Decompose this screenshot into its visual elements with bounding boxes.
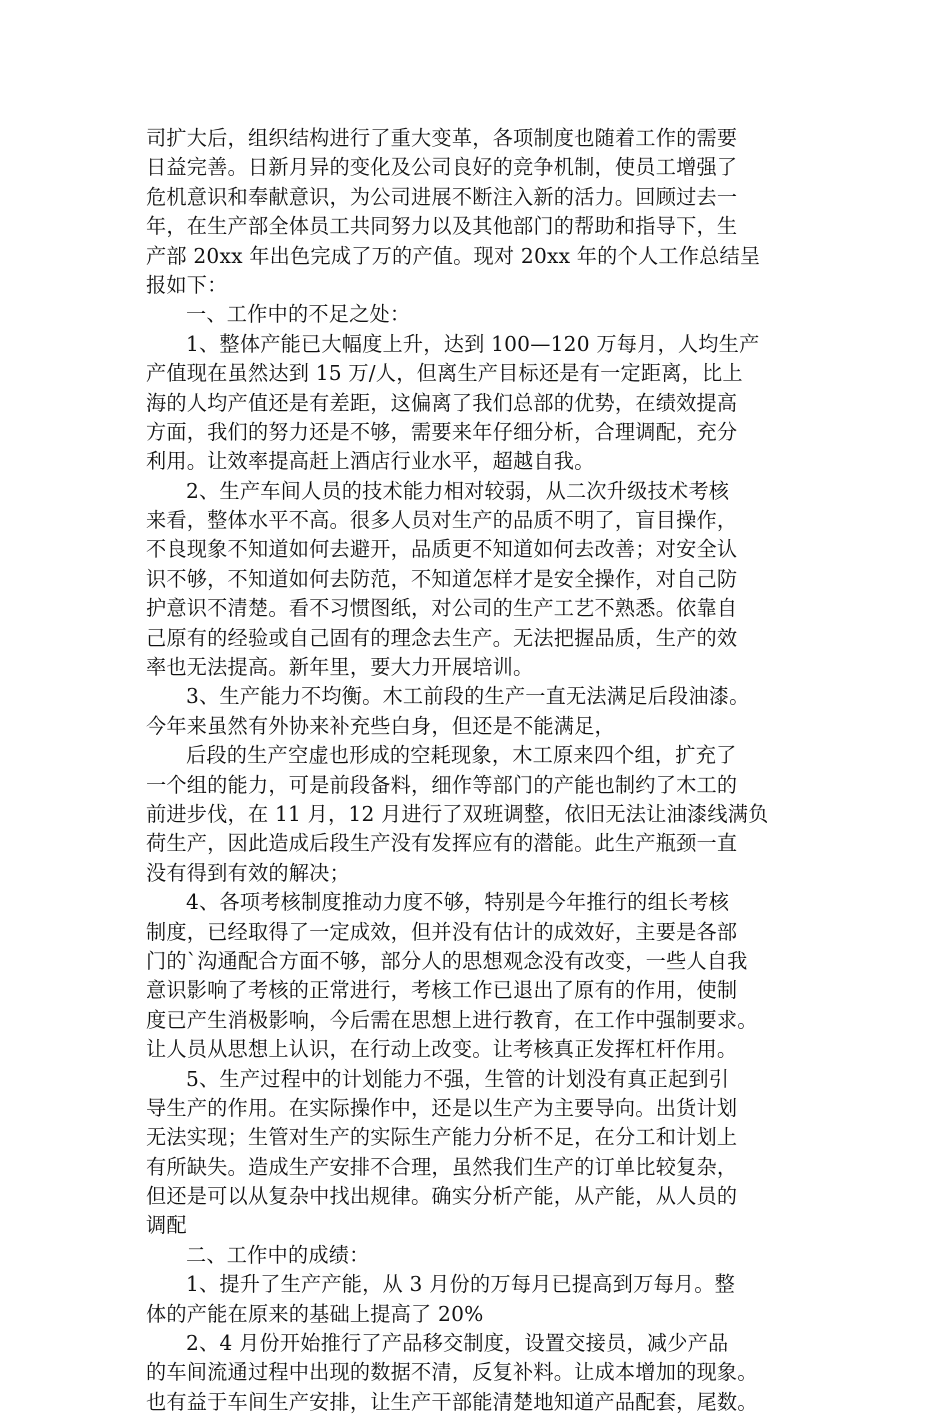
text-line: 方面，我们的努力还是不够，需要来年仔细分析，合理调配，充分 [146,419,738,444]
text-line: 4、各项考核制度推动力度不够，特别是今年推行的组长考核 [186,890,730,915]
text-line: 利用。让效率提高赶上酒店行业水平，超越自我。 [146,449,595,474]
text-line: 的车间流通过程中出现的数据不清，反复补料。让成本增加的现象。 [146,1360,758,1385]
text-line: 护意识不清楚。看不习惯图纸，对公司的生产工艺不熟悉。依靠自 [146,596,738,621]
text-line: 度已产生消极影响，今后需在思想上进行教育，在工作中强制要求。 [146,1007,758,1032]
text-line: 1、整体产能已大幅度上升，达到 100—120 万每月，人均生产 [186,331,760,356]
text-line: 3、生产能力不均衡。木工前段的生产一直无法满足后段油漆。 [186,684,750,709]
text-line: 前进步伐，在 11 月，12 月进行了双班调整，依旧无法让油漆线满负 [146,801,769,826]
text-line: 不良现象不知道如何去避开，品质更不知道如何去改善；对安全认 [146,537,738,562]
text-line: 荷生产，因此造成后段生产没有发挥应有的潜能。此生产瓶颈一直 [146,831,738,856]
text-line: 危机意识和奉献意识，为公司进展不断注入新的活力。回顾过去一 [146,184,738,209]
text-line: 调配 [146,1213,187,1238]
text-line: 导生产的作用。在实际操作中，还是以生产为主要导向。出货计划 [146,1095,738,1120]
text-line: 后段的生产空虚也形成的空耗现象，木工原来四个组，扩充了 [186,743,737,768]
text-line: 海的人均产值还是有差距，这偏离了我们总部的优势，在绩效提高 [146,390,738,415]
text-line: 制度，已经取得了一定成效，但并没有估计的成效好，主要是各部 [146,919,738,944]
text-line: 来看，整体水平不高。很多人员对生产的品质不明了，盲目操作， [146,508,738,533]
text-line: 也有益于车间生产安排，让生产干部能清楚地知道产品配套，尾数。 [146,1389,758,1414]
text-line: 产部 20xx 年出色完成了万的产值。现对 20xx 年的个人工作总结呈 [146,243,761,268]
text-line: 己原有的经验或自己固有的理念去生产。无法把握品质，生产的效 [146,625,738,650]
text-line: 识不够，不知道如何去防范，不知道怎样才是安全操作，对自己防 [146,566,738,591]
text-line: 体的产能在原来的基础上提高了 20% [146,1301,484,1326]
text-line: 意识影响了考核的正常进行，考核工作已退出了原有的作用，使制 [146,978,738,1003]
text-line: 今年来虽然有外协来补充些白身，但还是不能满足， [146,713,615,738]
text-line: 产值现在虽然达到 15 万/人，但离生产目标还是有一定距离，比上 [146,361,743,386]
text-line: 二、工作中的成绩： [186,1242,370,1267]
text-line: 让人员从思想上认识，在行动上改变。让考核真正发挥杠杆作用。 [146,1037,738,1062]
text-line: 率也无法提高。新年里，要大力开展培训。 [146,655,534,680]
text-line: 年，在生产部全体员工共同努力以及其他部门的帮助和指导下，生 [146,214,738,239]
text-line: 一、工作中的不足之处： [186,302,411,327]
text-line: 日益完善。日新月异的变化及公司良好的竞争机制，使员工增强了 [146,155,738,180]
text-line: 没有得到有效的解决； [146,860,350,885]
text-line: 无法实现；生管对生产的实际生产能力分析不足，在分工和计划上 [146,1125,738,1150]
text-line: 报如下： [146,272,228,297]
document-body [146,124,816,1417]
text-line: 有所缺失。造成生产安排不合理，虽然我们生产的订单比较复杂， [146,1154,738,1179]
text-line: 2、4 月份开始推行了产品移交制度，设置交接员，减少产品 [186,1331,729,1356]
text-line: 但还是可以从复杂中找出规律。确实分析产能，从产能，从人员的 [146,1184,738,1209]
text-line: 司扩大后，组织结构进行了重大变革，各项制度也随着工作的需要 [146,126,738,150]
text-line: 一个组的能力，可是前段备料，细作等部门的产能也制约了木工的 [146,772,738,797]
text-line: 门的`沟通配合方面不够，部分人的思想观念没有改变，一些人自我 [146,948,748,973]
text-line: 5、生产过程中的计划能力不强，生管的计划没有真正起到引 [186,1066,730,1091]
text-line: 2、生产车间人员的技术能力相对较弱，从二次升级技术考核 [186,478,730,503]
text-line: 1、提升了生产产能，从 3 月份的万每月已提高到万每月。整 [186,1272,736,1297]
